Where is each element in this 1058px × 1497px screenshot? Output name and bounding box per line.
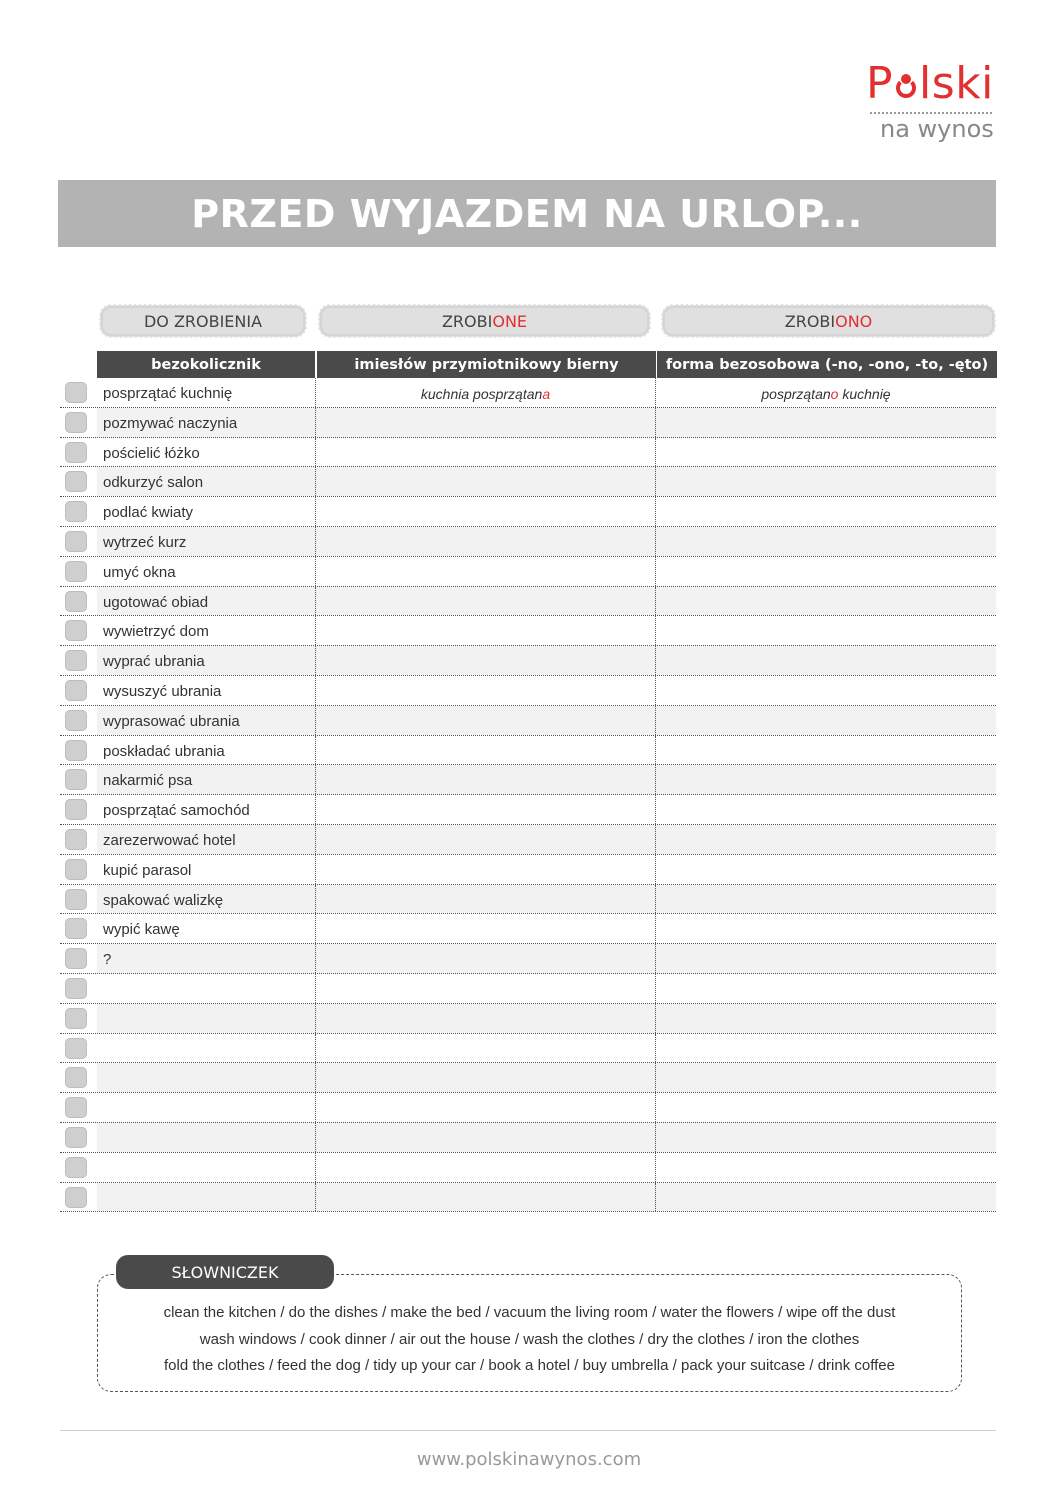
- table-row: [60, 825, 996, 855]
- cell-impersonal-answer[interactable]: [656, 438, 996, 467]
- column-header-infinitive: bezokolicznik: [97, 351, 315, 378]
- checkbox[interactable]: [65, 442, 87, 463]
- cell-impersonal-answer[interactable]: [656, 467, 996, 496]
- checkbox[interactable]: [65, 591, 87, 612]
- verb-label: wyprać ubrania: [103, 653, 205, 671]
- cell-infinitive: [97, 1183, 316, 1212]
- cell-infinitive: [97, 1123, 316, 1152]
- cell-impersonal-answer[interactable]: [656, 378, 996, 407]
- cell-infinitive: [97, 616, 316, 645]
- glossary-line: clean the kitchen / do the dishes / make the bed / vacuum the living room / water the flowers / wipe off the dust: [163, 1304, 896, 1321]
- cell-participle-answer[interactable]: [316, 1093, 656, 1122]
- cell-impersonal-answer[interactable]: [656, 944, 996, 973]
- cell-impersonal-answer[interactable]: [656, 646, 996, 675]
- cell-participle-answer[interactable]: [316, 557, 656, 586]
- checkbox[interactable]: [65, 1067, 87, 1088]
- table-row: [60, 438, 996, 468]
- verb-label: ugotować obiad: [103, 593, 209, 611]
- cell-impersonal-answer[interactable]: [656, 497, 996, 526]
- cell-impersonal-answer[interactable]: [656, 1153, 996, 1182]
- cell-participle-answer[interactable]: [316, 587, 656, 616]
- section-todo: DO ZROBIENIA: [99, 304, 307, 338]
- cell-impersonal-answer[interactable]: [656, 676, 996, 705]
- cell-participle-answer[interactable]: [316, 885, 656, 914]
- cell-impersonal-answer[interactable]: [656, 1123, 996, 1152]
- cell-infinitive: [97, 974, 316, 1003]
- verb-label: nakarmić psa: [103, 772, 193, 790]
- checkbox[interactable]: [65, 561, 87, 582]
- verb-label: pozmywać naczynia: [103, 414, 238, 432]
- cell-infinitive: [97, 765, 316, 794]
- table-row: [60, 1093, 996, 1123]
- cell-infinitive: [97, 646, 316, 675]
- column-header-impersonal: forma bezosobowa (-no, -ono, -to, -ęto): [656, 351, 997, 378]
- cell-participle-answer[interactable]: [316, 1063, 656, 1092]
- table-row: [60, 765, 996, 795]
- table-row: [60, 616, 996, 646]
- table-row: [60, 736, 996, 766]
- cell-impersonal-answer[interactable]: [656, 1004, 996, 1033]
- glossary-line: fold the clothes / feed the dog / tidy up your car / book a hotel / buy umbrella / pack your suitcase / drink coffee: [164, 1357, 895, 1374]
- cell-participle-answer[interactable]: [316, 855, 656, 884]
- cell-infinitive: [97, 706, 316, 735]
- checkbox[interactable]: [65, 1157, 87, 1178]
- table-row: [60, 706, 996, 736]
- cell-impersonal-answer[interactable]: [656, 765, 996, 794]
- table-row: [60, 557, 996, 587]
- worksheet-table: [60, 378, 996, 1212]
- checkbox[interactable]: [65, 829, 87, 850]
- checkbox[interactable]: [65, 531, 87, 552]
- cell-infinitive: [97, 1034, 316, 1063]
- cell-participle-answer[interactable]: [316, 1004, 656, 1033]
- cell-infinitive: [97, 1153, 316, 1182]
- title-banner: [58, 180, 996, 247]
- cell-infinitive: [97, 736, 316, 765]
- brand-logo: [866, 58, 998, 144]
- table-row: [60, 378, 996, 408]
- checkbox[interactable]: [65, 471, 87, 492]
- cell-impersonal-answer[interactable]: [656, 795, 996, 824]
- checkbox[interactable]: [65, 769, 87, 790]
- verb-label: spakować walizkę: [103, 891, 224, 909]
- cell-impersonal-answer[interactable]: [656, 527, 996, 556]
- cell-infinitive: [97, 557, 316, 586]
- verb-label: wyprasować ubrania: [103, 712, 240, 730]
- verb-label: poskładać ubrania: [103, 742, 225, 760]
- cell-participle-answer[interactable]: [316, 378, 656, 407]
- logo-smile-o-icon: [893, 68, 919, 98]
- cell-participle-answer[interactable]: [316, 497, 656, 526]
- cell-participle-answer[interactable]: [316, 736, 656, 765]
- cell-participle-answer[interactable]: [316, 914, 656, 943]
- cell-infinitive: [97, 825, 316, 854]
- cell-impersonal-answer[interactable]: [656, 825, 996, 854]
- cell-participle-answer[interactable]: [316, 1153, 656, 1182]
- checkbox[interactable]: [65, 799, 87, 820]
- logo-tagline: na wynos: [880, 115, 994, 143]
- cell-infinitive: [97, 497, 316, 526]
- verb-label: ?: [103, 951, 112, 969]
- cell-participle-answer[interactable]: [316, 795, 656, 824]
- checkbox[interactable]: [65, 1127, 87, 1148]
- cell-impersonal-answer[interactable]: [656, 557, 996, 586]
- cell-participle-answer[interactable]: [316, 1123, 656, 1152]
- cell-infinitive: [97, 795, 316, 824]
- cell-participle-answer[interactable]: [316, 527, 656, 556]
- checkbox[interactable]: [65, 740, 87, 761]
- cell-impersonal-answer[interactable]: [656, 408, 996, 437]
- glossary-lines: [97, 1300, 962, 1380]
- table-row: [60, 497, 996, 527]
- table-row: [60, 1034, 996, 1064]
- cell-participle-answer[interactable]: [316, 944, 656, 973]
- verb-label: wypić kawę: [103, 921, 180, 939]
- cell-infinitive: [97, 527, 316, 556]
- cell-participle-answer[interactable]: [316, 974, 656, 1003]
- glossary-line: wash windows / cook dinner / air out the house / wash the clothes / dry the clothes / iron the clothes: [199, 1330, 860, 1348]
- cell-participle-answer[interactable]: [316, 616, 656, 645]
- table-row: [60, 944, 996, 974]
- cell-infinitive: [97, 944, 316, 973]
- table-row: [60, 646, 996, 676]
- table-row: [60, 855, 996, 885]
- cell-infinitive: [97, 408, 316, 437]
- cell-infinitive: [97, 438, 316, 467]
- cell-participle-answer[interactable]: [316, 765, 656, 794]
- cell-infinitive: [97, 1004, 316, 1033]
- glossary-title: SŁOWNICZEK: [116, 1255, 334, 1289]
- cell-infinitive: [97, 914, 316, 943]
- verb-label: posprzątać kuchnię: [103, 385, 233, 402]
- checkbox[interactable]: [65, 1097, 87, 1118]
- cell-infinitive: [97, 467, 316, 496]
- cell-impersonal-answer[interactable]: [656, 587, 996, 616]
- table-row: [60, 974, 996, 1004]
- table-row: [60, 1183, 996, 1213]
- checkbox[interactable]: [65, 501, 87, 522]
- checkbox[interactable]: [65, 1008, 87, 1029]
- checkbox[interactable]: [65, 1187, 87, 1208]
- cell-impersonal-answer[interactable]: [656, 1093, 996, 1122]
- table-row: [60, 587, 996, 617]
- logo-wordmark: P lski: [866, 58, 994, 109]
- table-row: [60, 1004, 996, 1034]
- example-participle: kuchnia posprzątana: [420, 386, 551, 402]
- checkbox[interactable]: [65, 978, 87, 999]
- section-done-one: ZROBI ONE: [318, 304, 651, 338]
- footer-divider: [60, 1430, 996, 1431]
- verb-label: wysuszyć ubrania: [103, 682, 222, 700]
- verb-label: umyć okna: [103, 563, 176, 581]
- example-impersonal: posprzątano kuchnię: [761, 386, 891, 402]
- cell-participle-answer[interactable]: [316, 825, 656, 854]
- cell-impersonal-answer[interactable]: [656, 885, 996, 914]
- checkbox[interactable]: [65, 859, 87, 880]
- table-row: [60, 1153, 996, 1183]
- cell-infinitive: [97, 378, 316, 407]
- checkbox[interactable]: [65, 710, 87, 731]
- cell-impersonal-answer[interactable]: [656, 974, 996, 1003]
- verb-label: posprzątać samochód: [103, 802, 250, 820]
- checkbox[interactable]: [65, 948, 87, 969]
- checkbox[interactable]: [65, 918, 87, 939]
- table-row: [60, 795, 996, 825]
- verb-label: kupić parasol: [103, 861, 192, 879]
- cell-infinitive: [97, 1093, 316, 1122]
- checkbox[interactable]: [65, 680, 87, 701]
- cell-participle-answer[interactable]: [316, 438, 656, 467]
- verb-label: wytrzeć kurz: [103, 533, 187, 551]
- cell-participle-answer[interactable]: [316, 646, 656, 675]
- footer-url[interactable]: www.polskinawynos.com: [416, 1449, 642, 1470]
- table-row: [60, 408, 996, 438]
- cell-participle-answer[interactable]: [316, 1034, 656, 1063]
- table-row: [60, 1123, 996, 1153]
- checkbox[interactable]: [65, 620, 87, 641]
- cell-impersonal-answer[interactable]: [656, 1183, 996, 1212]
- cell-infinitive: [97, 1063, 316, 1092]
- cell-impersonal-answer[interactable]: [656, 616, 996, 645]
- verb-label: odkurzyć salon: [103, 474, 204, 492]
- checkbox[interactable]: [65, 382, 87, 403]
- table-row: [60, 885, 996, 915]
- cell-impersonal-answer[interactable]: [656, 1063, 996, 1092]
- cell-participle-answer[interactable]: [316, 706, 656, 735]
- table-row: [60, 1063, 996, 1093]
- cell-impersonal-answer[interactable]: [656, 736, 996, 765]
- cell-impersonal-answer[interactable]: [656, 706, 996, 735]
- section-done-ono: ZROBI ONO: [661, 304, 996, 338]
- table-row: [60, 467, 996, 497]
- verb-label: zarezerwować hotel: [103, 831, 236, 849]
- table-row: [60, 914, 996, 944]
- checkbox[interactable]: [65, 650, 87, 671]
- column-header-participle: imiesłów przymiotnikowy bierny: [316, 351, 656, 378]
- checkbox[interactable]: [65, 889, 87, 910]
- verb-label: wywietrzyć dom: [103, 623, 209, 641]
- cell-participle-answer[interactable]: [316, 467, 656, 496]
- cell-infinitive: [97, 587, 316, 616]
- cell-participle-answer[interactable]: [316, 676, 656, 705]
- page-title: PRZED WYJAZDEM NA URLOP...: [191, 191, 863, 236]
- cell-infinitive: [97, 885, 316, 914]
- checkbox[interactable]: [65, 412, 87, 433]
- cell-impersonal-answer[interactable]: [656, 914, 996, 943]
- cell-participle-answer[interactable]: [316, 1183, 656, 1212]
- table-row: [60, 527, 996, 557]
- cell-impersonal-answer[interactable]: [656, 855, 996, 884]
- cell-infinitive: [97, 676, 316, 705]
- cell-infinitive: [97, 855, 316, 884]
- cell-participle-answer[interactable]: [316, 408, 656, 437]
- cell-impersonal-answer[interactable]: [656, 1034, 996, 1063]
- table-row: [60, 676, 996, 706]
- verb-label: podlać kwiaty: [103, 504, 194, 522]
- checkbox[interactable]: [65, 1038, 87, 1059]
- verb-label: pościelić łóżko: [103, 444, 200, 462]
